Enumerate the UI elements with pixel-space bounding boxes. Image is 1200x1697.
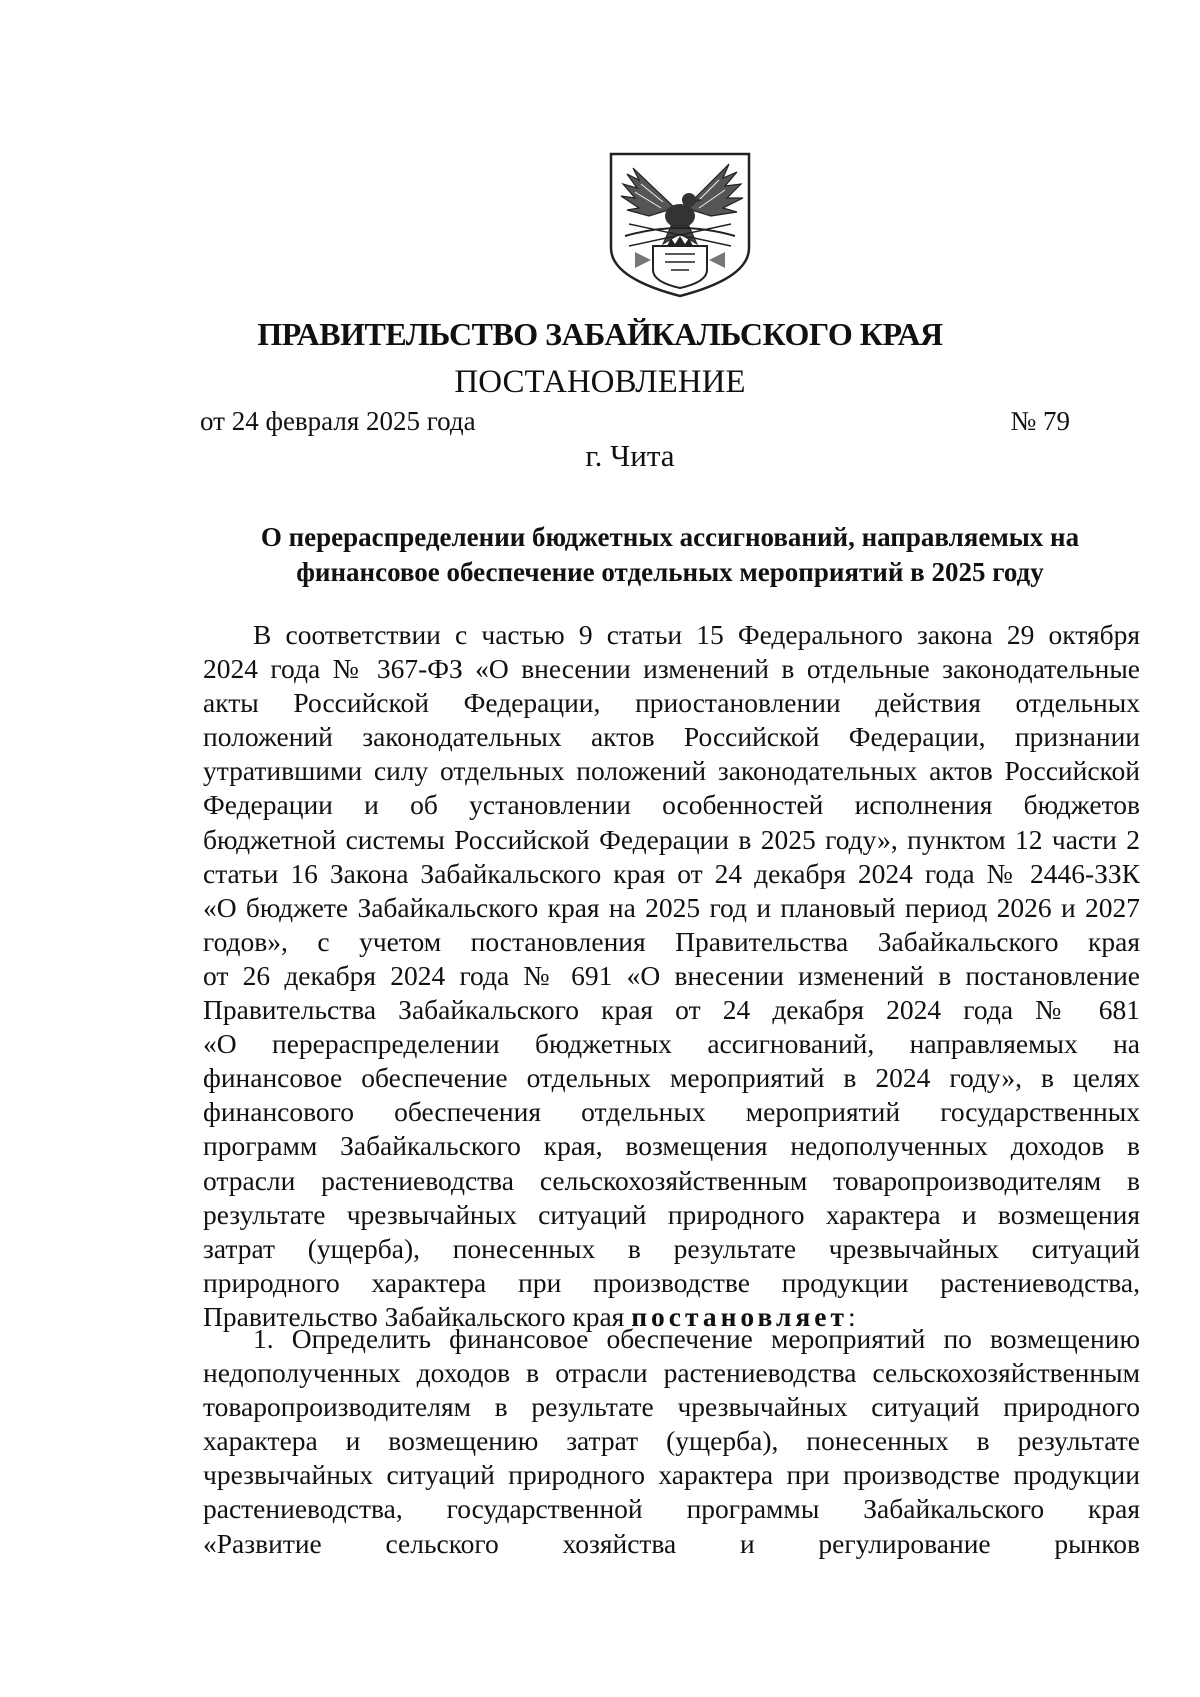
paragraph-line: «О перераспределении бюджетных ассигнований, направляемых на [203, 1028, 1140, 1060]
paragraph-line: товаропроизводителям в результате чрезвычайных ситуаций природного [203, 1391, 1140, 1423]
paragraph-line: от 26 декабря 2024 года № 691 «О внесении изменений в постановление [203, 959, 1140, 991]
paragraph-line: «О бюджете Забайкальского края на 2025 год и плановый период 2026 и 2027 [203, 891, 1140, 923]
resolution-keyword: постановляет [631, 1300, 849, 1332]
document-date: от 24 февраля 2025 года [200, 406, 476, 436]
document-number: № 79 [1010, 406, 1070, 436]
paragraph-line: положений законодательных актов Российской Федерации, признании [203, 721, 1140, 753]
zabaikalsky-krai-coat-of-arms-icon [605, 150, 755, 300]
subject-line: О перераспределении бюджетных ассигнований, направляемых на [260, 522, 1080, 552]
paragraph-line: утратившими силу отдельных положений законодательных актов Российской [203, 755, 1140, 787]
preamble-paragraph [203, 618, 1140, 1334]
government-title: ПРАВИТЕЛЬСТВО ЗАБАЙКАЛЬСКОГО КРАЯ [257, 316, 943, 352]
paragraph-line: чрезвычайных ситуаций природного характера при производстве продукции [203, 1459, 1140, 1491]
subject-line: финансовое обеспечение отдельных мероприятий в 2025 году [296, 557, 1044, 587]
paragraph-line: растениеводства, государственной программы Забайкальского края [203, 1493, 1140, 1525]
paragraph-line: природного характера при производстве продукции растениеводства, [203, 1266, 1140, 1298]
document-subject [200, 520, 1140, 590]
paragraph-line: В соответствии с частью 9 статьи 15 Федерального закона 29 октября [253, 619, 1140, 650]
paragraph-line: Федерации и об установлении особенностей исполнения бюджетов [203, 789, 1140, 821]
document-city: г. Чита [585, 438, 675, 473]
final-line-text: Правительство Забайкальского края [203, 1300, 632, 1332]
paragraph-line: акты Российской Федерации, приостановлении действия отдельных [203, 687, 1140, 719]
paragraph-line: недополученных доходов в отрасли растениеводства сельскохозяйственным [203, 1357, 1140, 1389]
item-1-paragraph [203, 1322, 1140, 1561]
paragraph-line: финансовое обеспечение отдельных мероприятий в 2024 году», в целях [203, 1062, 1140, 1094]
paragraph-line: годов», с учетом постановления Правительства Забайкальского края [203, 925, 1140, 957]
paragraph-line: «Развитие сельского хозяйства и регулирование рынков [203, 1527, 1140, 1559]
paragraph-line: 2024 года № 367-ФЗ «О внесении изменений в отдельные законодательные [203, 653, 1140, 685]
paragraph-line: затрат (ущерба), понесенных в результате чрезвычайных ситуаций [203, 1232, 1140, 1264]
paragraph-line: Правительства Забайкальского края от 24 декабря 2024 года № 681 [203, 994, 1140, 1026]
paragraph-line: программ Забайкальского края, возмещения недополученных доходов в [203, 1130, 1140, 1162]
paragraph-line: финансового обеспечения отдельных мероприятий государственных [203, 1096, 1140, 1128]
paragraph-line: отрасли растениеводства сельскохозяйственным товаропроизводителям в [203, 1164, 1140, 1196]
final-colon: : [848, 1300, 856, 1332]
paragraph-line: 1. Определить финансовое обеспечение мероприятий по возмещению [253, 1323, 1140, 1354]
paragraph-line: бюджетной системы Российской Федерации в 2025 году», пунктом 12 части 2 [203, 823, 1140, 855]
paragraph-line: результате чрезвычайных ситуаций природного характера и возмещения [203, 1198, 1140, 1230]
paragraph-line: статьи 16 Закона Забайкальского края от 24 декабря 2024 года № 2446-ЗЗК [203, 857, 1140, 889]
document-type: ПОСТАНОВЛЕНИЕ [454, 364, 746, 400]
paragraph-line: характера и возмещению затрат (ущерба), понесенных в результате [203, 1425, 1140, 1457]
